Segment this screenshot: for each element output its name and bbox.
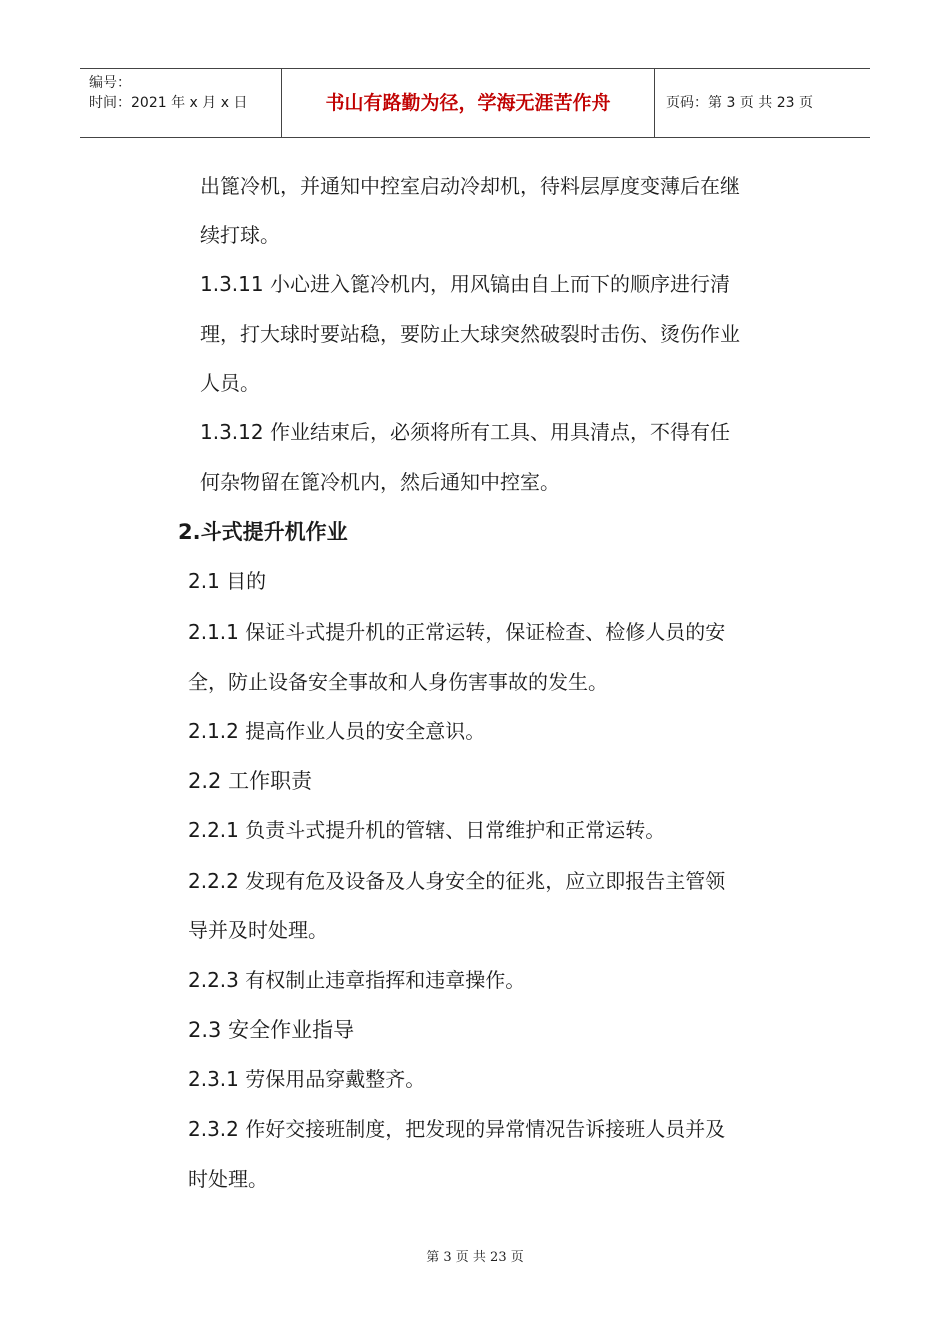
body-line: 人员。 bbox=[200, 371, 260, 395]
body-line: 2.3.1 劳保用品穿戴整齐。 bbox=[188, 1067, 426, 1091]
body-line: 2.1.1 保证斗式提升机的正常运转，保证检查、检修人员的安 bbox=[188, 620, 726, 644]
header-motto: 书山有路勤为径，学海无涯苦作舟 bbox=[281, 69, 655, 137]
header-meta bbox=[80, 69, 281, 137]
body-line: 1.3.12 作业结束后，必须将所有工具、用具清点，不得有任 bbox=[200, 420, 730, 444]
body-line: 时处理。 bbox=[188, 1167, 268, 1191]
body-line: 2.1.2 提高作业人员的安全意识。 bbox=[188, 719, 486, 743]
section-heading: 2.斗式提升机作业 bbox=[178, 520, 348, 544]
subsection-heading: 2.2 工作职责 bbox=[188, 769, 313, 793]
subsection-heading: 2.3 安全作业指导 bbox=[188, 1018, 355, 1042]
body-line: 2.2.3 有权制止违章指挥和违章操作。 bbox=[188, 968, 526, 992]
body-line: 导并及时处理。 bbox=[188, 918, 328, 942]
body-line: 全，防止设备安全事故和人身伤害事故的发生。 bbox=[188, 670, 608, 694]
document-number: 编号： bbox=[89, 75, 131, 91]
body-line: 续打球。 bbox=[200, 223, 280, 247]
subsection-heading: 2.1 目的 bbox=[188, 569, 267, 593]
body-line: 出篦冷机，并通知中控室启动冷却机，待料层厚度变薄后在继 bbox=[200, 174, 740, 198]
body-line: 理，打大球时要站稳，要防止大球突然破裂时击伤、烫伤作业 bbox=[200, 322, 740, 346]
document-date: 时间：2021 年 x 月 x 日 bbox=[89, 95, 248, 111]
body-line: 2.3.2 作好交接班制度，把发现的异常情况告诉接班人员并及 bbox=[188, 1117, 726, 1141]
body-line: 何杂物留在篦冷机内，然后通知中控室。 bbox=[200, 470, 560, 494]
header-page-number: 页码：第 3 页 共 23 页 bbox=[666, 95, 813, 111]
page-footer: 第 3 页 共 23 页 bbox=[426, 1250, 524, 1265]
body-line: 2.2.2 发现有危及设备及人身安全的征兆，应立即报告主管领 bbox=[188, 869, 726, 893]
body-line: 2.2.1 负责斗式提升机的管辖、日常维护和正常运转。 bbox=[188, 818, 666, 842]
body-line: 1.3.11 小心进入篦冷机内，用风镐由自上而下的顺序进行清 bbox=[200, 272, 730, 296]
page-header bbox=[80, 68, 870, 138]
